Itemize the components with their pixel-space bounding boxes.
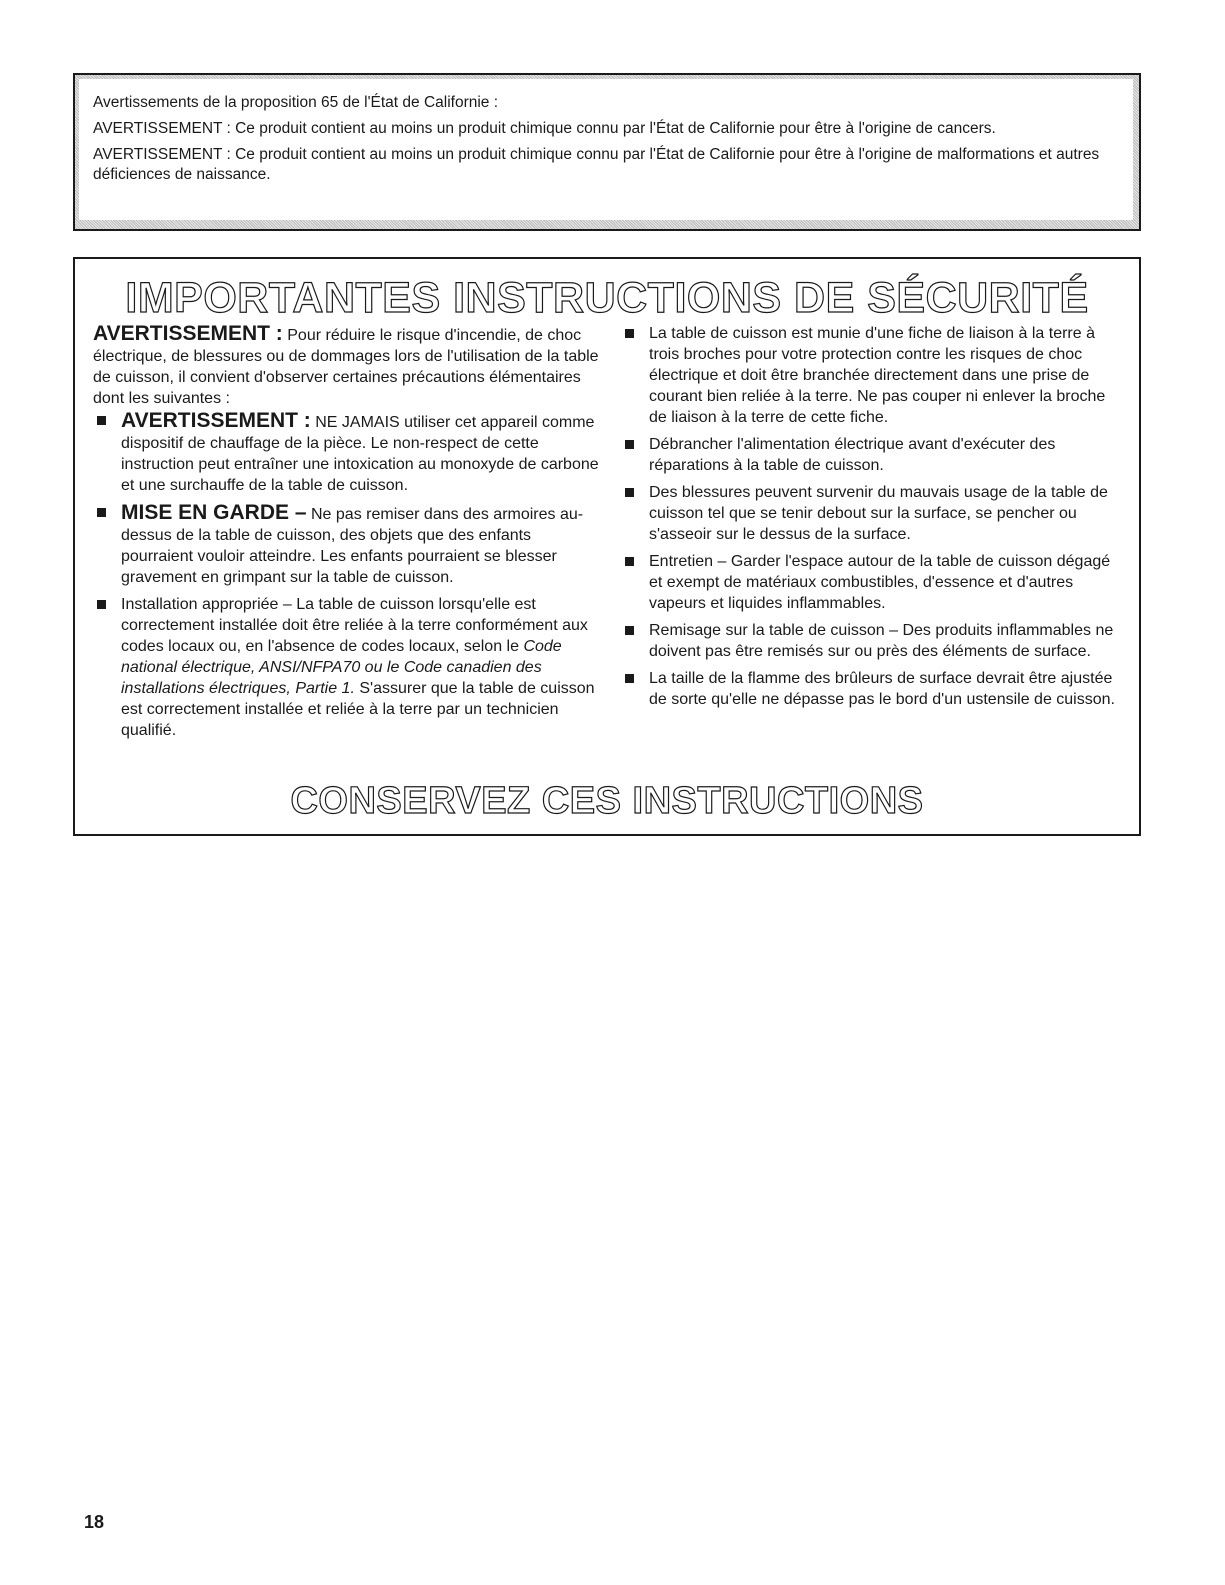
safety-title: IMPORTANTES INSTRUCTIONS DE SÉCURITÉ: [125, 274, 1089, 322]
square-bullet-icon: [625, 488, 634, 497]
square-bullet-icon: [625, 440, 634, 449]
intro-text: Pour réduire le risque d'incendie, de choc électrique, de blessures ou de dommages lors de l'utilisation de la table de cuisson, il convient d'observer certaines précautions élémentaires dont les suivantes :: [93, 327, 599, 407]
square-bullet-icon: [97, 416, 106, 425]
list-item: [621, 668, 1117, 710]
list-item: [621, 434, 1117, 476]
intro-keyword: AVERTISSEMENT :: [93, 322, 283, 345]
list-item-text: Remisage sur la table de cuisson – Des produits inflammables ne doivent pas être remisés sur ou près des éléments de surface.: [649, 622, 1114, 660]
install-code-reference: Code national électrique, ANSI/NFPA70 ou le Code canadien des installations électriques, Partie 1.: [121, 638, 562, 697]
list-item: [621, 620, 1117, 662]
caution-keyword: MISE EN GARDE –: [121, 501, 307, 524]
left-bullet-list: [93, 410, 605, 741]
page-number: 18: [84, 1512, 105, 1532]
safety-intro: [93, 323, 605, 409]
list-item-text: Débrancher l'alimentation électrique avant d'exécuter des réparations à la table de cuisson.: [649, 436, 1056, 474]
prop65-warning-birth: AVERTISSEMENT : Ce produit contient au moins un produit chimique connu par l'État de Californie pour être à l'origine de malformations et autres déficiences de naissance.: [93, 146, 1100, 183]
list-item-text: La table de cuisson est munie d'une fiche de liaison à la terre à trois broches pour votre protection contre les risques de choc électrique et doit être branchée directement dans une prise de courant bien reliée à la terre. Ne pas couper ni enlever la broche de liaison à la terre de cette fiche.: [649, 325, 1106, 426]
square-bullet-icon: [97, 600, 106, 609]
safety-left-column: [93, 323, 605, 747]
safety-right-column: [621, 323, 1117, 716]
list-item: [621, 551, 1117, 614]
square-bullet-icon: [97, 508, 106, 517]
square-bullet-icon: [625, 674, 634, 683]
prop65-warning-box: [73, 73, 1141, 231]
list-item-text: La taille de la flamme des brûleurs de surface devrait être ajustée de sorte qu'elle ne dépasse pas le bord d'un ustensile de cuisson.: [649, 670, 1115, 708]
install-text-2: S'assurer que la table de cuisson est correctement installée et reliée à la terre par un technicien qualifié.: [121, 680, 595, 739]
save-instructions-footer: CONSERVEZ CES INSTRUCTIONS: [290, 780, 924, 822]
install-text-1: Installation appropriée – La table de cuisson lorsqu'elle est correctement installée doit être reliée à la terre conformément aux codes locaux ou, en l'absence de codes locaux, selon le: [121, 596, 588, 655]
list-item-installation: [93, 594, 605, 741]
heater-keyword: AVERTISSEMENT :: [121, 409, 311, 432]
list-item: [621, 323, 1117, 428]
safety-instructions-box: [73, 257, 1141, 836]
caution-text: Ne pas remiser dans des armoires au-dessus de la table de cuisson, des objets que des enfants pourraient vouloir atteindre. Les enfants pourraient se blesser gravement en grimpant sur la table de cuisson.: [121, 506, 584, 586]
prop65-heading: Avertissements de la proposition 65 de l'État de Californie :: [93, 94, 499, 111]
list-item-heater-warning: [93, 410, 605, 496]
square-bullet-icon: [625, 329, 634, 338]
heater-text: NE JAMAIS utiliser cet appareil comme dispositif de chauffage de la pièce. Le non-respect de cette instruction peut entraîner une intoxication au monoxyde de carbone et une surchauffe de la table de cuisson.: [121, 414, 599, 494]
list-item-text: Entretien – Garder l'espace autour de la table de cuisson dégagé et exempt de matériaux combustibles, d'essence et d'autres vapeurs et liquides inflammables.: [649, 553, 1111, 612]
prop65-warning-cancer: AVERTISSEMENT : Ce produit contient au moins un produit chimique connu par l'État de Californie pour être à l'origine de cancers.: [93, 120, 996, 137]
list-item-caution: [93, 502, 605, 588]
list-item-text: Des blessures peuvent survenir du mauvais usage de la table de cuisson tel que se tenir debout sur la surface, se pencher ou s'asseoir sur le dessus de la surface.: [649, 484, 1108, 543]
square-bullet-icon: [625, 626, 634, 635]
right-bullet-list: [621, 323, 1117, 710]
prop65-warning-content: [79, 79, 1133, 220]
square-bullet-icon: [625, 557, 634, 566]
list-item: [621, 482, 1117, 545]
